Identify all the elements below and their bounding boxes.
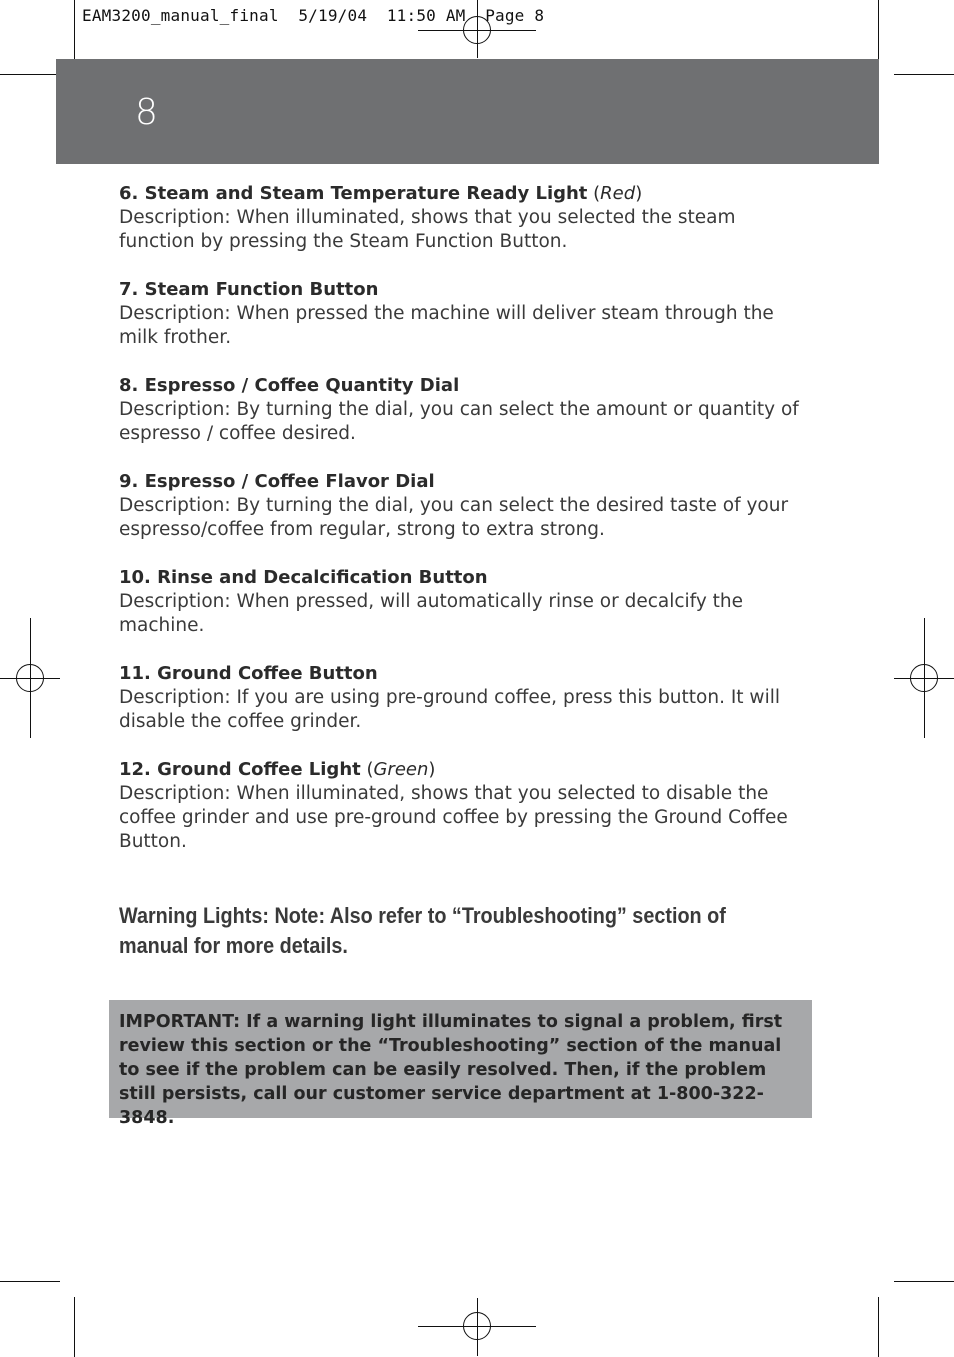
header-band <box>56 59 879 164</box>
list-item <box>119 566 809 638</box>
crop-mark <box>0 1281 60 1282</box>
crop-mark <box>878 0 879 60</box>
item-description: Description: By turning the dial, you can select the amount or quantity of espresso / coffee desired. <box>119 399 799 444</box>
crop-mark <box>0 74 60 75</box>
important-notice-box <box>109 1000 812 1128</box>
slug-page: Page 8 <box>485 6 545 25</box>
crop-mark <box>894 1281 954 1282</box>
item-title: 8. Espresso / Coffee Quantity Dial <box>119 375 460 396</box>
item-title: 12. Ground Coffee Light (Green) <box>119 759 436 780</box>
item-title: 10. Rinse and Decalcification Button <box>119 567 488 588</box>
item-title: 9. Espresso / Coffee Flavor Dial <box>119 471 435 492</box>
feature-list <box>119 182 809 878</box>
item-description: Description: When pressed, will automatically rinse or decalcify the machine. <box>119 591 744 636</box>
important-notice-text: IMPORTANT: If a warning light illuminates to signal a problem, first review this section or the “Troubleshooting” section of the manual to see if the problem can be easily resolved. Then, if the problem still persists, call our customer service department at 1-800-322-3848. <box>119 1012 783 1128</box>
list-item <box>119 758 809 854</box>
list-item <box>119 278 809 350</box>
item-title: 6. Steam and Steam Temperature Ready Light (Red) <box>119 183 643 204</box>
item-description: Description: When illuminated, shows that you selected to disable the coffee grinder and use pre-ground coffee by pressing the Ground Coffee Button. <box>119 783 788 852</box>
crop-mark <box>878 1297 879 1357</box>
crop-mark <box>894 74 954 75</box>
item-description: Description: When illuminated, shows that you selected the steam function by pressing the Steam Function Button. <box>119 207 736 252</box>
crop-mark <box>74 1297 75 1357</box>
item-description: Description: When pressed the machine will deliver steam through the milk frother. <box>119 303 774 348</box>
list-item <box>119 374 809 446</box>
list-item <box>119 182 809 254</box>
item-description: Description: By turning the dial, you can select the desired taste of your espresso/coffee from regular, strong to extra strong. <box>119 495 789 540</box>
warning-lights-heading: Warning Lights: Note: Also refer to “Troubleshooting” section of manual for more details. <box>119 903 726 958</box>
light-color: Red <box>600 183 636 204</box>
item-description: Description: If you are using pre-ground coffee, press this button. It will disable the coffee grinder. <box>119 687 780 732</box>
light-color: Green <box>373 759 429 780</box>
page-number: 8 <box>135 92 158 133</box>
crop-mark <box>74 0 75 60</box>
slug-date: 5/19/04 <box>298 6 368 25</box>
list-item <box>119 470 809 542</box>
list-item <box>119 662 809 734</box>
slug-filename: EAM3200_manual_final <box>82 6 279 25</box>
slug-time: 11:50 AM <box>386 6 466 25</box>
item-title: 11. Ground Coffee Button <box>119 663 378 684</box>
item-title: 7. Steam Function Button <box>119 279 379 300</box>
